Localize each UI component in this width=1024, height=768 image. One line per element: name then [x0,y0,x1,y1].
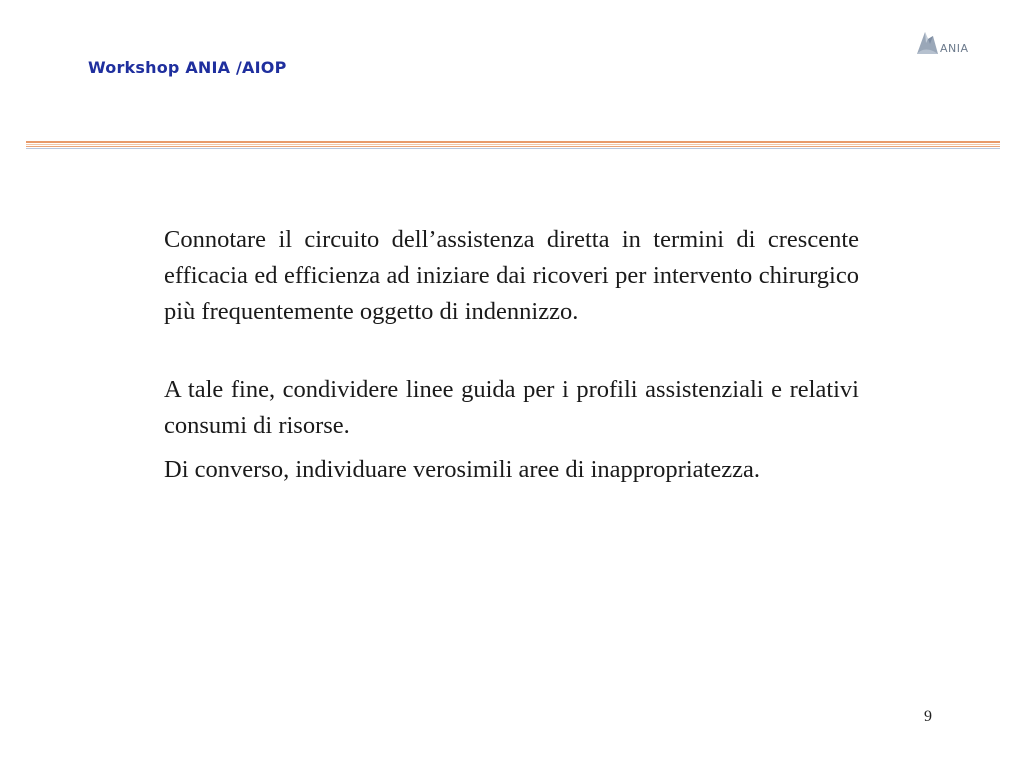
slide-body [164,222,859,488]
ania-logo [914,28,984,62]
ania-logo-text: ANIA [940,42,969,55]
ania-logo-icon [914,28,940,58]
slide-header-title: Workshop ANIA /AIOP [88,58,287,77]
body-paragraph: A tale fine, condividere linee guida per i profili assistenziali e relativi consumi di risorse. [164,376,859,439]
body-paragraph: Connotare il circuito dell’assistenza diretta in termini di crescente efficacia ed efficienza ad iniziare dai ricoveri per intervento chirurgico più frequentemente oggetto di indennizzo. [164,226,859,325]
body-paragraph: Di converso, individuare verosimili aree di inappropriatezza. [164,456,760,483]
header-divider [26,141,1000,151]
page-number: 9 [924,708,932,725]
